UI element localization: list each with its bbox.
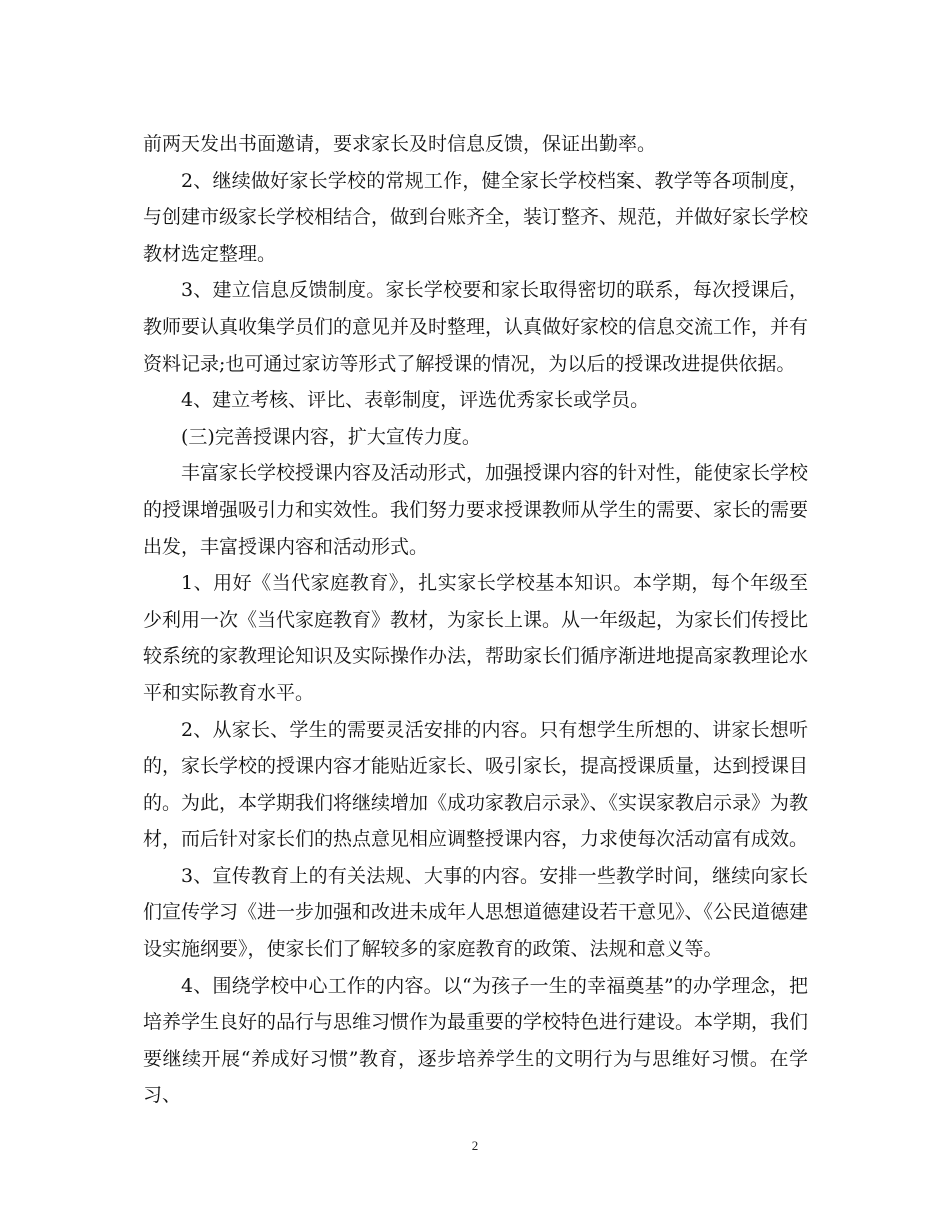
paragraph-item-3-feedback-system: 3、建立信息反馈制度。家长学校要和家长取得密切的联系，每次授课后，教师要认真收集学员们的意见并及时整理，认真做好家校的信息交流工作，并有资料记录;也可通过家访等形式了解授课的情况，为以后的授课改进提供依据。 <box>143 279 809 375</box>
paragraph-item-2-routine-work: 2、继续做好家长学校的常规工作，健全家长学校档案、教学等各项制度，与创建市级家长学校相结合，做到台账齐全，装订整齐、规范，并做好家长学校教材选定整理。 <box>143 169 809 265</box>
paragraph-continuation: 前两天发出书面邀请，要求家长及时信息反馈，保证出勤率。 <box>143 133 657 155</box>
paragraph-item-4-evaluation: 4、建立考核、评比、表彰制度，评选优秀家长或学员。 <box>181 389 650 412</box>
paragraph-item-2-flexible-content: 2、从家长、学生的需要灵活安排的内容。只有想学生所想的、讲家长想听的，家长学校的授课内容才能贴近家长、吸引家长，提高授课质量，达到授课目的。为此，本学期我们将继续增加《成功家教启示录》、《实误家教启示录》为教材，而后针对家长们的热点意见相应调整授课内容，力求使每次活动富有成效。 <box>143 718 809 851</box>
document-body <box>143 126 808 1114</box>
paragraph-enrich-content: 丰富家长学校授课内容及活动形式，加强授课内容的针对性，能使家长学校的授课增强吸引力和实效性。我们努力要求授课教师从学生的需要、家长的需要出发，丰富授课内容和活动形式。 <box>143 462 809 558</box>
paragraph-item-3-regulations: 3、宣传教育上的有关法规、大事的内容。安排一些教学时间，继续向家长们宣传学习《进一步加强和改进未成年人思想道德建设若干意见》、《公民道德建设实施纲要》，使家长们了解较多的家庭教育的政策、法规和意义等。 <box>143 864 809 961</box>
page-number: 2 <box>471 1138 479 1153</box>
paragraph-item-4-school-center: 4、围绕学校中心工作的内容。以“为孩子一生的幸福奠基”的办学理念，把培养学生良好的品行与思维习惯作为最重要的学校特色进行建设。本学期，我们要继续开展“养成好习惯”教育，逐步培养学生的文明行为与思维好习惯。在学习、 <box>143 974 809 1107</box>
paragraph-item-1-textbook: 1、用好《当代家庭教育》，扎实家长学校基本知识。本学期，每个年级至少利用一次《当代家庭教育》教材，为家长上课。从一年级起，为家长们传授比较系统的家教理论知识及实际操作办法，帮助家长们循序渐进地提高家教理论水平和实际教育水平。 <box>143 572 809 704</box>
section-heading-3: (三)完善授课内容，扩大宣传力度。 <box>181 425 481 448</box>
